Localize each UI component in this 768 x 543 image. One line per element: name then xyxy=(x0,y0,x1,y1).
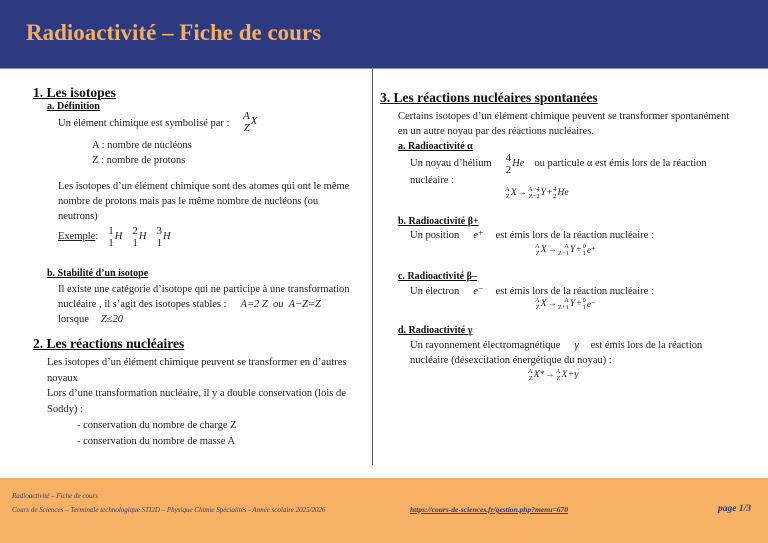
particle: e⁻ xyxy=(586,299,597,310)
intro-line: Certains isotopes d’un élément chimique peuvent se transformer spontanément xyxy=(398,111,730,122)
footer-title: Radioactivité – Fiche de cours xyxy=(12,492,98,500)
s2-line: Lors d’une transformation nucléaire, il y a double conservation (lois de xyxy=(47,388,346,399)
def-z: Z : nombre de protons xyxy=(92,155,186,166)
plus: + xyxy=(546,188,553,198)
ground-state: X xyxy=(561,370,568,380)
nuclide-symbol xyxy=(243,110,257,134)
stability-condition: Z≤20 xyxy=(100,314,124,325)
conservation-item: - conservation du nombre de masse A xyxy=(77,436,236,447)
a: A xyxy=(528,368,533,375)
z: 2 xyxy=(553,193,557,200)
bm-text: est émis lors de la réaction nucléaire : xyxy=(495,286,654,297)
alpha-title: a. Radioactivité α xyxy=(398,141,473,152)
example-label: Exemple xyxy=(58,231,96,242)
s2-line: Soddy) : xyxy=(47,404,83,415)
arrow: → xyxy=(545,370,555,380)
gamma-symbol: γ xyxy=(574,340,579,351)
colon: : xyxy=(95,231,99,242)
footer-course: Cours de Sciences – Terminale technologique STI2D – Physique Chimie Spécialités - Année scolaire 2025/2026 xyxy=(12,506,326,514)
bp-text: Un position xyxy=(410,230,460,241)
stability-line xyxy=(58,298,321,312)
arrow: → xyxy=(547,245,558,255)
alpha-text: Un noyau d’hélium xyxy=(410,158,492,169)
a: 0 xyxy=(582,297,586,304)
atomic-number: 1 xyxy=(132,237,138,249)
gamma-title: d. Radioactivité γ xyxy=(398,325,473,336)
plus: + xyxy=(568,370,574,380)
isotope-h1 xyxy=(108,225,122,249)
plus: + xyxy=(576,245,582,255)
stability-formula: A=2 Z ou A−Z=Z xyxy=(240,299,321,310)
plus: + xyxy=(576,299,582,309)
element-letter: H xyxy=(162,231,171,242)
alpha-equation xyxy=(505,186,569,200)
gamma-line: nucléaire (désexcitation énergétique du noyau) : xyxy=(410,355,612,366)
beta-minus-equation xyxy=(535,297,596,311)
a: A xyxy=(555,368,561,375)
atomic-number: Z xyxy=(243,122,250,134)
gamma-line xyxy=(410,339,702,353)
stability-text: lorsque xyxy=(58,314,89,325)
mass-number: 3 xyxy=(156,225,162,237)
section-1-title: 1. Les isotopes xyxy=(33,85,116,100)
header-banner xyxy=(0,0,768,69)
para-line: Les isotopes d’un élément chimique sont des atomes qui ont le même xyxy=(58,181,350,192)
particle: e⁺ xyxy=(586,245,597,256)
alpha-line: nucléaire : xyxy=(410,175,455,186)
section-2-title: 2. Les réactions nucléaires xyxy=(33,336,185,351)
parent: X xyxy=(540,299,547,309)
intro-line: en un autre noyau par des réactions nucléaires. xyxy=(398,126,594,137)
mass-number: 2 xyxy=(132,225,138,237)
parent: X xyxy=(510,188,517,198)
a: A xyxy=(564,297,569,304)
a: A−4 xyxy=(528,186,540,193)
excited-parent: X* xyxy=(533,370,545,380)
electron-symbol: e⁻ xyxy=(473,286,484,297)
s2-line: Les isotopes d’un élément chimique peuvent se transformer en d’autres xyxy=(47,357,347,368)
element-letter: X xyxy=(250,116,258,127)
z: Z−2 xyxy=(528,193,540,200)
mass-number: A xyxy=(243,110,250,122)
beta-minus-line xyxy=(410,285,654,299)
section-1a-title: a. Définition xyxy=(47,101,100,112)
section-1b-title: b. Stabilité d’un isotope xyxy=(47,268,149,279)
particle: He xyxy=(557,188,569,198)
page-number: page 1/3 xyxy=(718,504,751,514)
z: 1 xyxy=(582,304,586,311)
bm-text: Un électron xyxy=(410,286,460,297)
helium-nucleus xyxy=(506,152,525,176)
symbol-sentence: Un élément chimique est symbolisé par : xyxy=(58,118,230,129)
atomic-number: 2 xyxy=(505,164,512,176)
beta-minus-title: c. Radioactivité β– xyxy=(398,271,477,282)
g-text: est émis lors de la réaction xyxy=(590,340,703,351)
a: A xyxy=(505,186,510,193)
beta-plus-equation xyxy=(535,243,596,257)
stability-text: nucléaire , il s’agit des isotopes stables : xyxy=(58,299,227,310)
element-letter: He xyxy=(512,158,525,169)
z: Z xyxy=(528,375,533,382)
a: A xyxy=(535,297,540,304)
alpha-line xyxy=(410,152,707,176)
z: Z xyxy=(556,375,561,382)
a: 0 xyxy=(582,243,586,250)
element-letter: H xyxy=(114,231,123,242)
bp-text: est émis lors de la réaction nucléaire : xyxy=(495,230,654,241)
atomic-number: 1 xyxy=(108,237,114,249)
footer-link[interactable]: https://cours-de-sciences.fr/gestion.php?menu=670 xyxy=(410,505,569,514)
daughter: Y xyxy=(540,188,546,198)
z: Z xyxy=(535,250,540,257)
daughter: Y xyxy=(569,245,576,255)
alpha-text: ou particule α est émis lors de la réaction xyxy=(534,158,707,169)
mass-number: 4 xyxy=(505,152,512,164)
def-a: A : nombre de nucléons xyxy=(92,140,192,151)
gamma-photon: γ xyxy=(574,370,579,380)
conservation-item: - conservation du nombre de charge Z xyxy=(77,420,237,431)
isotope-h3 xyxy=(156,225,170,249)
example-row xyxy=(58,225,171,249)
section-3-title: 3. Les réactions nucléaires spontanées xyxy=(380,90,598,105)
mass-number: 1 xyxy=(108,225,114,237)
element-letter: H xyxy=(138,231,147,242)
stability-line xyxy=(58,313,123,327)
beta-plus-line xyxy=(410,229,654,243)
page-title: Radioactivité – Fiche de cours xyxy=(26,20,322,45)
z: Z xyxy=(505,193,510,200)
z: Z+1 xyxy=(558,304,569,311)
g-text: Un rayonnement électromagnétique xyxy=(410,340,561,351)
atomic-number: 1 xyxy=(156,237,162,249)
isotope-h2 xyxy=(132,225,146,249)
positron-symbol: e⁺ xyxy=(473,230,484,241)
stability-line: Il existe une catégorie d’isotope qui ne participe à une transformation xyxy=(58,284,350,295)
a: 4 xyxy=(553,186,557,193)
z: Z−1 xyxy=(558,250,569,257)
s2-line: noyaux xyxy=(47,373,78,384)
z: 1 xyxy=(582,250,586,257)
a: A xyxy=(535,243,540,250)
column-divider xyxy=(372,69,373,465)
z: Z xyxy=(535,304,540,311)
para-line: neutrons) xyxy=(58,211,98,222)
daughter: Y xyxy=(569,299,576,309)
arrow: → xyxy=(547,299,558,309)
gamma-equation xyxy=(528,368,578,382)
parent: X xyxy=(540,245,547,255)
footer xyxy=(0,478,768,543)
arrow: → xyxy=(517,188,528,198)
beta-plus-title: b. Radioactivité β+ xyxy=(398,216,479,227)
para-line: nombre de protons mais pas le même nombre de nucléons (ou xyxy=(58,196,319,207)
a: A xyxy=(564,243,569,250)
